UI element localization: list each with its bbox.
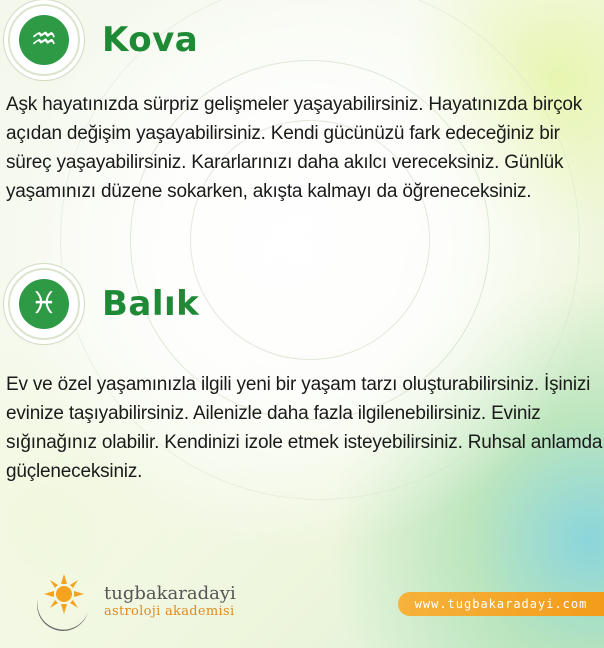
sun-moon-icon xyxy=(30,572,96,632)
balik-title: Balık xyxy=(102,284,200,324)
kova-header xyxy=(8,4,198,76)
logo-name: tugbakaradayi xyxy=(104,583,236,605)
kova-horoscope-text: Aşk hayatınızda sürpriz gelişmeler yaşayabilirsiniz. Hayatınızda birçok açıdan değişim yaşayabilirsiniz. Kendi gücünüzü fark edeceğiniz bir süreç yaşayabilirsiniz. Kararlarınızı daha akılcı vereceksiniz. Günlük yaşamınızı düzene sokarken, akışta kalmayı da öğreneceksiniz. xyxy=(6,94,583,202)
brand-logo xyxy=(30,572,236,632)
balik-horoscope-text: Ev ve özel yaşamınızla ilgili yeni bir yaşam tarzı oluşturabilirsiniz. İşinizi evinize taşıyabilirsiniz. Ailenizle daha fazla ilgilenebilirsiniz. Eviniz sığınağınız olabilir. Kendinizi izole etmek isteyebilirsiniz. Ruhsal anlamda güçleneceksiniz. xyxy=(6,374,603,482)
kova-title: Kova xyxy=(102,20,199,60)
balik-header xyxy=(8,268,199,340)
logo-subtitle: astroloji akademisi xyxy=(104,603,235,619)
website-url[interactable]: www.tugbakaradayi.com xyxy=(398,592,604,616)
pisces-emblem xyxy=(8,268,80,340)
aquarius-emblem xyxy=(8,4,80,76)
pisces-icon: ♓ xyxy=(19,279,69,329)
aquarius-icon: ♒ xyxy=(19,15,69,65)
